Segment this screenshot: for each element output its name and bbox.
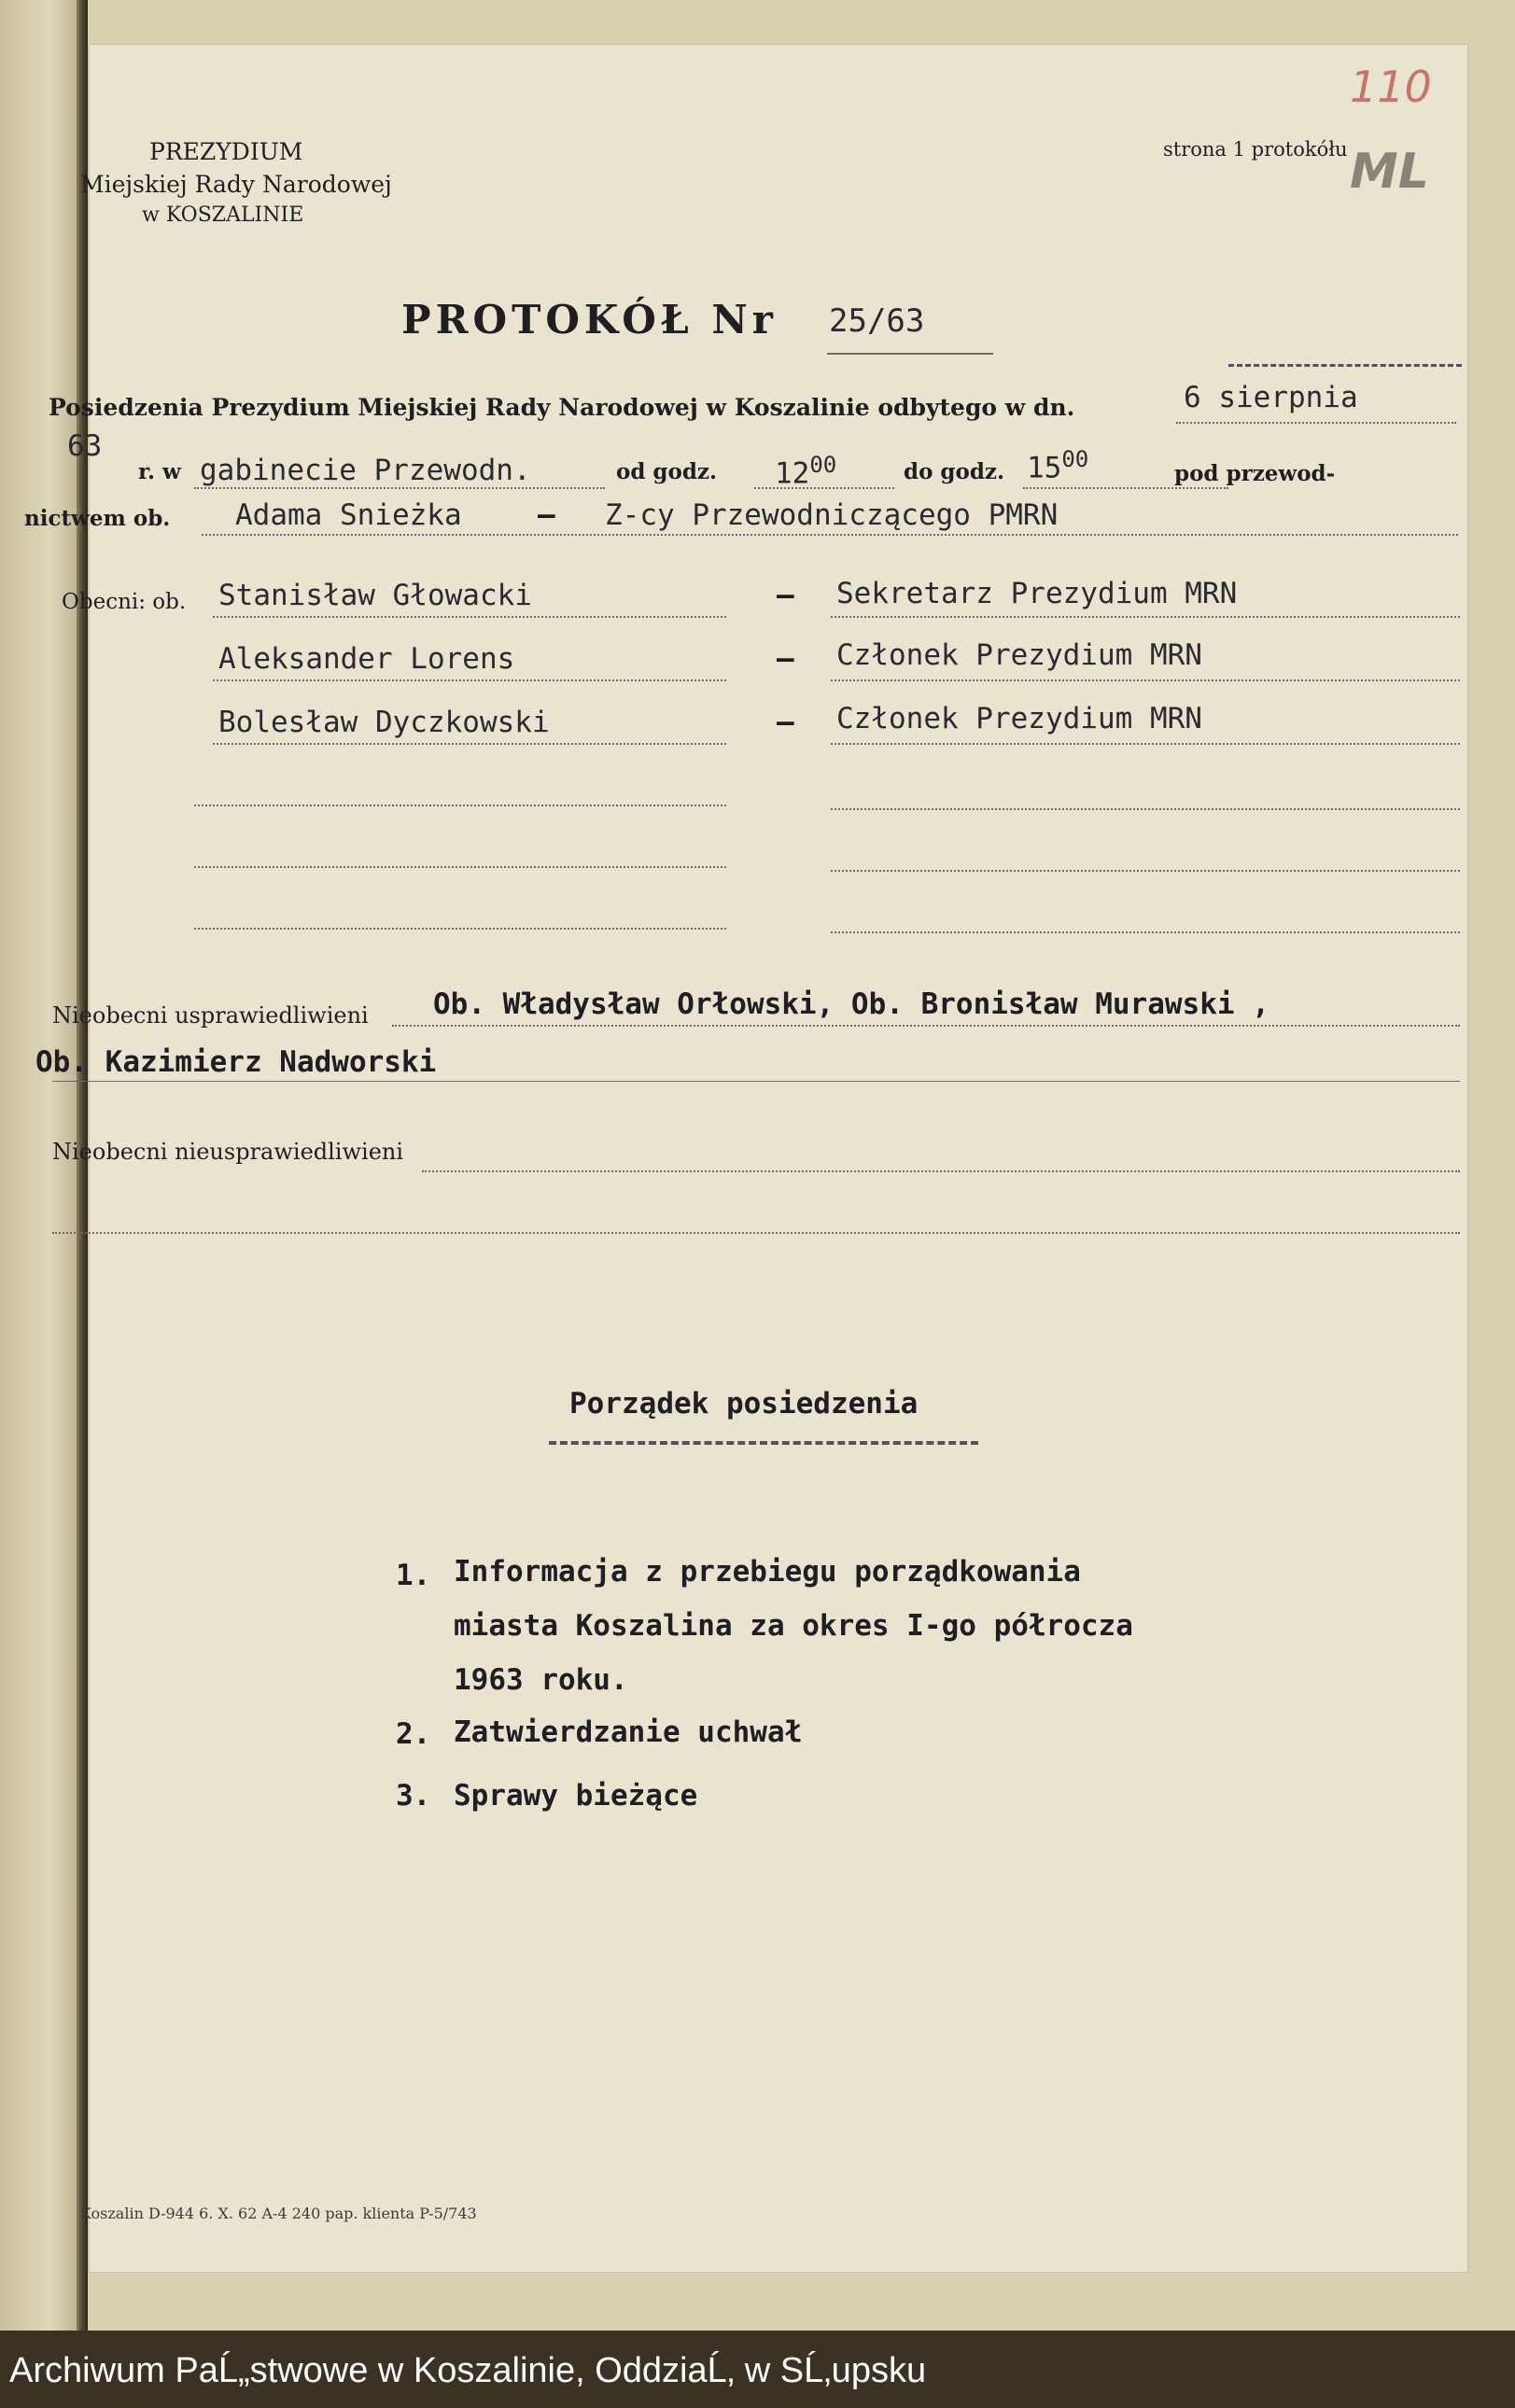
absent-excused-dotted-2 bbox=[52, 1081, 1460, 1082]
meeting-year: 63 bbox=[67, 429, 103, 463]
agenda-item-1-number: 1. bbox=[396, 1559, 431, 1592]
empty-name-line-1 bbox=[194, 805, 726, 806]
empty-role-line-2 bbox=[831, 870, 1460, 872]
protocol-page bbox=[24, 45, 1467, 2272]
from-time bbox=[775, 452, 836, 490]
protocol-number: 25/63 bbox=[829, 302, 925, 340]
absent-unexcused-dotted-2 bbox=[52, 1232, 1460, 1234]
chair-name: Adama Snieżka bbox=[235, 498, 462, 532]
chair-role: Z-cy Przewodniczącego PMRN bbox=[605, 498, 1059, 532]
agenda-title-underline bbox=[549, 1441, 978, 1445]
title-prefix: PROTOKÓŁ Nr bbox=[401, 297, 778, 343]
chair-dash: – bbox=[538, 498, 555, 532]
member-3-name: Bolesław Dyczkowski bbox=[218, 706, 550, 739]
member-3-role: Członek Prezydium MRN bbox=[836, 702, 1202, 735]
date-dotted-line bbox=[1176, 422, 1456, 424]
agenda-item-1-line-1: Informacja z przebiegu porządkowania bbox=[454, 1555, 1081, 1589]
header-council: Miejskiej Rady Narodowej bbox=[80, 171, 392, 198]
meeting-date: 6 sierpnia bbox=[1184, 381, 1358, 414]
previous-page-edge bbox=[0, 0, 84, 2331]
from-hours: 12 bbox=[775, 456, 810, 491]
member-2-role: Członek Prezydium MRN bbox=[836, 638, 1202, 672]
agenda-item-3-line-1: Sprawy bieżące bbox=[454, 1779, 698, 1813]
meeting-place: gabinecie Przewodn. bbox=[200, 454, 531, 487]
chair-label-2: nictwem ob. bbox=[24, 506, 171, 531]
member-3-dash: – bbox=[777, 706, 794, 739]
absent-unexcused-label: Nieobecni nieusprawiedliwieni bbox=[52, 1139, 404, 1165]
empty-role-line-1 bbox=[831, 808, 1460, 810]
member-1-name: Stanisław Głowacki bbox=[218, 579, 532, 612]
empty-role-line-3 bbox=[831, 931, 1460, 933]
agenda-item-1-line-2: miasta Koszalina za okres I-go półrocza bbox=[454, 1609, 1133, 1643]
to-dotted-line bbox=[1023, 487, 1228, 489]
header-presidium: PREZYDIUM bbox=[149, 138, 303, 165]
agenda-item-2-number: 2. bbox=[396, 1717, 431, 1751]
member-1-role-line bbox=[831, 616, 1460, 618]
chair-dotted-line bbox=[202, 534, 1458, 536]
agenda-item-3-number: 3. bbox=[396, 1779, 431, 1813]
to-time bbox=[1027, 446, 1088, 484]
to-minutes: 00 bbox=[1061, 446, 1089, 472]
title-dashed-line bbox=[1228, 364, 1462, 367]
from-label: od godz. bbox=[616, 459, 718, 484]
from-dotted-line bbox=[754, 487, 894, 489]
page-label: strona 1 protokółu bbox=[1163, 138, 1348, 161]
member-2-name: Aleksander Lorens bbox=[218, 642, 515, 676]
from-minutes: 00 bbox=[809, 452, 837, 478]
number-dotted-line bbox=[827, 353, 993, 355]
agenda-title: Porządek posiedzenia bbox=[569, 1387, 919, 1421]
binding-shadow bbox=[77, 0, 88, 2331]
member-1-role: Sekretarz Prezydium MRN bbox=[836, 577, 1238, 610]
empty-name-line-3 bbox=[194, 928, 726, 930]
chair-label: pod przewod- bbox=[1174, 461, 1336, 486]
member-2-role-line bbox=[831, 679, 1460, 681]
to-label: do godz. bbox=[904, 459, 1005, 484]
absent-excused-dotted-1 bbox=[392, 1025, 1460, 1027]
absent-excused-label: Nieobecni usprawiedliwieni bbox=[52, 1002, 369, 1029]
meeting-line-label: Posiedzenia Prezydium Miejskiej Rady Narodowej w Koszalinie odbytego w dn. bbox=[49, 394, 1075, 421]
handwritten-initials: ML bbox=[1350, 144, 1429, 200]
archive-name: Archiwum PaĹ„stwowe w Koszalinie, OddziaĹ‚ w SĹ‚upsku bbox=[9, 2351, 927, 2390]
printer-mark: Koszalin D-944 6. X. 62 A-4 240 pap. klienta P-5/743 bbox=[80, 2205, 477, 2222]
header-city: w KOSZALINIE bbox=[142, 203, 304, 227]
empty-name-line-2 bbox=[194, 866, 726, 868]
handwritten-page-number: 110 bbox=[1350, 62, 1432, 112]
member-2-dash: – bbox=[777, 642, 794, 676]
absent-excused-line-2: Ob. Kazimierz Nadworski bbox=[35, 1045, 437, 1079]
member-3-role-line bbox=[831, 743, 1460, 745]
member-3-name-line bbox=[213, 743, 726, 745]
agenda-item-2-line-1: Zatwierdzanie uchwał bbox=[454, 1715, 803, 1749]
member-1-dash: – bbox=[777, 579, 794, 612]
member-2-name-line bbox=[213, 679, 726, 681]
archive-footer bbox=[0, 2331, 1515, 2408]
absent-unexcused-dotted-1 bbox=[422, 1170, 1460, 1172]
agenda-item-1-line-3: 1963 roku. bbox=[454, 1663, 628, 1697]
r-label: r. w bbox=[138, 459, 181, 484]
present-label: Obecni: ob. bbox=[62, 590, 187, 614]
protocol-title bbox=[401, 297, 778, 343]
to-hours: 15 bbox=[1027, 451, 1062, 485]
absent-excused-line-1: Ob. Władysław Orłowski, Ob. Bronisław Murawski , bbox=[433, 987, 1270, 1021]
place-dotted-line bbox=[194, 487, 605, 489]
member-1-name-line bbox=[213, 616, 726, 618]
